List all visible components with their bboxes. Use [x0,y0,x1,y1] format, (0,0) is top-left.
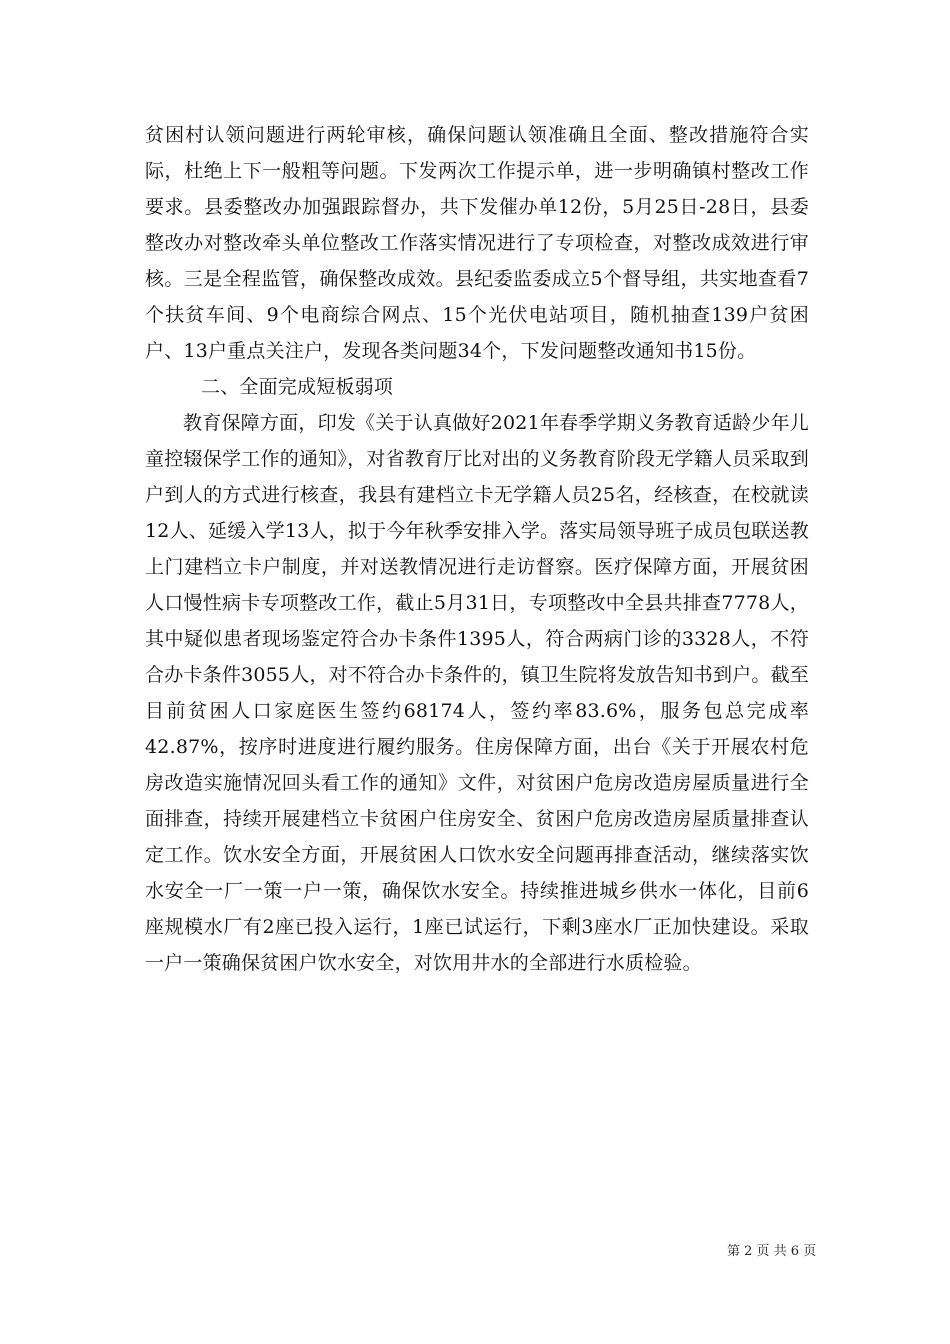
document-body [145,117,809,981]
body-paragraph-section: 教育保障方面，印发《关于认真做好2021年春季学期义务教育适龄少年儿童控辍保学工作的通知》，对省教育厅比对出的义务教育阶段无学籍人员采取到户到人的方式进行核查，我县有建档立卡无学籍人员25名，经核查，在校就读12人、延缓入学13人，拟于今年秋季安排入学。落实局领导班子成员包联送教上门建档立卡户制度，并对送教情况进行走访督察。医疗保障方面，开展贫困人口慢性病卡专项整改工作，截止5月31日，专项整改中全县共排查7778人，其中疑似患者现场鉴定符合办卡条件1395人，符合两病门诊的3328人，不符合办卡条件3055人，对不符合办卡条件的，镇卫生院将发放告知书到户。截至目前贫困人口家庭医生签约68174人，签约率83.6%，服务包总完成率42.87%，按序时进度进行履约服务。住房保障方面，出台《关于开展农村危房改造实施情况回头看工作的通知》文件，对贫困户危房改造房屋质量进行全面排查，持续开展建档立卡贫困户住房安全、贫困户危房改造房屋质量排查认定工作。饮水安全方面，开展贫困人口饮水安全问题再排查活动，继续落实饮水安全一厂一策一户一策，确保饮水安全。持续推进城乡供水一体化，目前6座规模水厂有2座已投入运行，1座已试运行，下剩3座水厂正加快建设。采取一户一策确保贫困户饮水安全，对饮用井水的全部进行水质检验。 [145,412,809,974]
page-number-footer: 第 2 页 共 6 页 [727,1244,817,1259]
section-heading: 二、全面完成短板弱项 [201,376,394,398]
body-paragraph-continued: 贫困村认领问题进行两轮审核，确保问题认领准确且全面、整改措施符合实际，杜绝上下一般粗等问题。下发两次工作提示单，进一步明确镇村整改工作要求。县委整改办加强跟踪督办，共下发催办单12份，5月25日-28日，县委整改办对整改牵头单位整改工作落实情况进行了专项检查，对整改成效进行审核。三是全程监管，确保整改成效。县纪委监委成立5个督导组，共实地查看7个扶贫车间、9个电商综合网点、15个光伏电站项目，随机抽查139户贫困户、13户重点关注户，发现各类问题34个，下发问题整改通知书15份。 [145,124,809,362]
